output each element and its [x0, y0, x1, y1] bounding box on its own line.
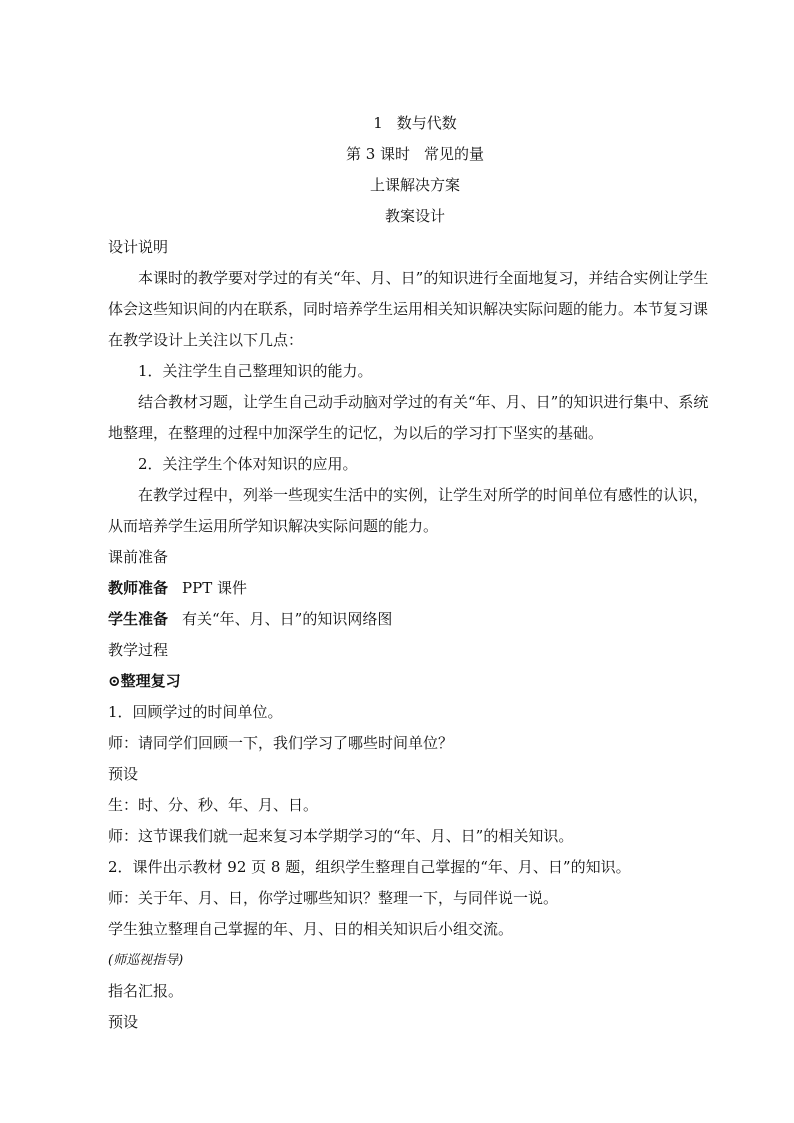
student-preparation-key: 学生准备: [108, 610, 169, 628]
section-review-heading: ⊙整理复习: [108, 672, 181, 690]
process-heading: 教学过程: [108, 641, 169, 659]
teacher-note: (师巡视指导): [108, 953, 184, 968]
teacher-preparation-key: 教师准备: [108, 579, 169, 597]
design-point-1-body: 结合教材习题，让学生自己动手动脑对学过的有关“年、月、日”的知识进行集中、系统地整理，在整理的过程中加深学生的记忆，为以后的学习打下坚实的基础。: [108, 393, 709, 442]
plan-label: 上课解决方案: [369, 176, 460, 194]
teacher-preparation: [108, 573, 722, 604]
lesson-heading: [108, 139, 722, 170]
design-notes-heading: 设计说明: [108, 238, 169, 256]
step-1: 1．回顾学过的时间单位。: [108, 703, 283, 721]
teacher-line-3: 师：关于年、月、日，你学过哪些知识？整理一下，与同伴说一说。: [108, 889, 559, 907]
design-point-2-body: 在教学过程中，列举一些现实生活中的实例，让学生对所学的时间单位有感性的认识，从而培养学生运用所学知识解决实际问题的能力。: [108, 486, 709, 535]
unit-number: 1: [373, 114, 383, 132]
design-point-1-title: 1．关注学生自己整理知识的能力。: [138, 362, 373, 380]
step-2: 2．课件出示教材 92 页 8 题，组织学生整理自己掌握的“年、月、日”的知识。: [108, 858, 631, 876]
design-label: 教案设计: [384, 207, 445, 225]
preset-label-1: 预设: [108, 765, 139, 783]
preset-label-2: 预设: [108, 1013, 139, 1031]
teacher-line-2: 师：这节课我们就一起来复习本学期学习的“年、月、日”的相关知识。: [108, 827, 574, 845]
report-line: 指名汇报。: [108, 982, 184, 1000]
lesson-number: 第 3 课时: [345, 145, 411, 163]
student-preparation-value: 有关“年、月、日”的知识网络图: [182, 610, 393, 628]
header-block: [108, 108, 722, 232]
lesson-title: 常见的量: [424, 145, 485, 163]
unit-title: 数与代数: [396, 114, 457, 132]
design-notes-intro: 本课时的教学要对学过的有关“年、月、日”的知识进行全面地复习，并结合实例让学生体会这些知识间的内在联系，同时培养学生运用相关知识解决实际问题的能力。本节复习课在教学设计上关注以下几点：: [108, 269, 709, 349]
student-line-1: 生：时、分、秒、年、月、日。: [108, 796, 319, 814]
student-activity: 学生独立整理自己掌握的年、月、日的相关知识后小组交流。: [108, 920, 514, 938]
teacher-preparation-value: PPT 课件: [182, 579, 247, 597]
student-preparation: [108, 604, 722, 635]
design-point-2-title: 2．关注学生个体对知识的应用。: [138, 455, 358, 473]
teacher-line-1: 师：请同学们回顾一下，我们学习了哪些时间单位？: [108, 734, 454, 752]
unit-heading: [108, 108, 722, 139]
preparation-heading: 课前准备: [108, 548, 169, 566]
